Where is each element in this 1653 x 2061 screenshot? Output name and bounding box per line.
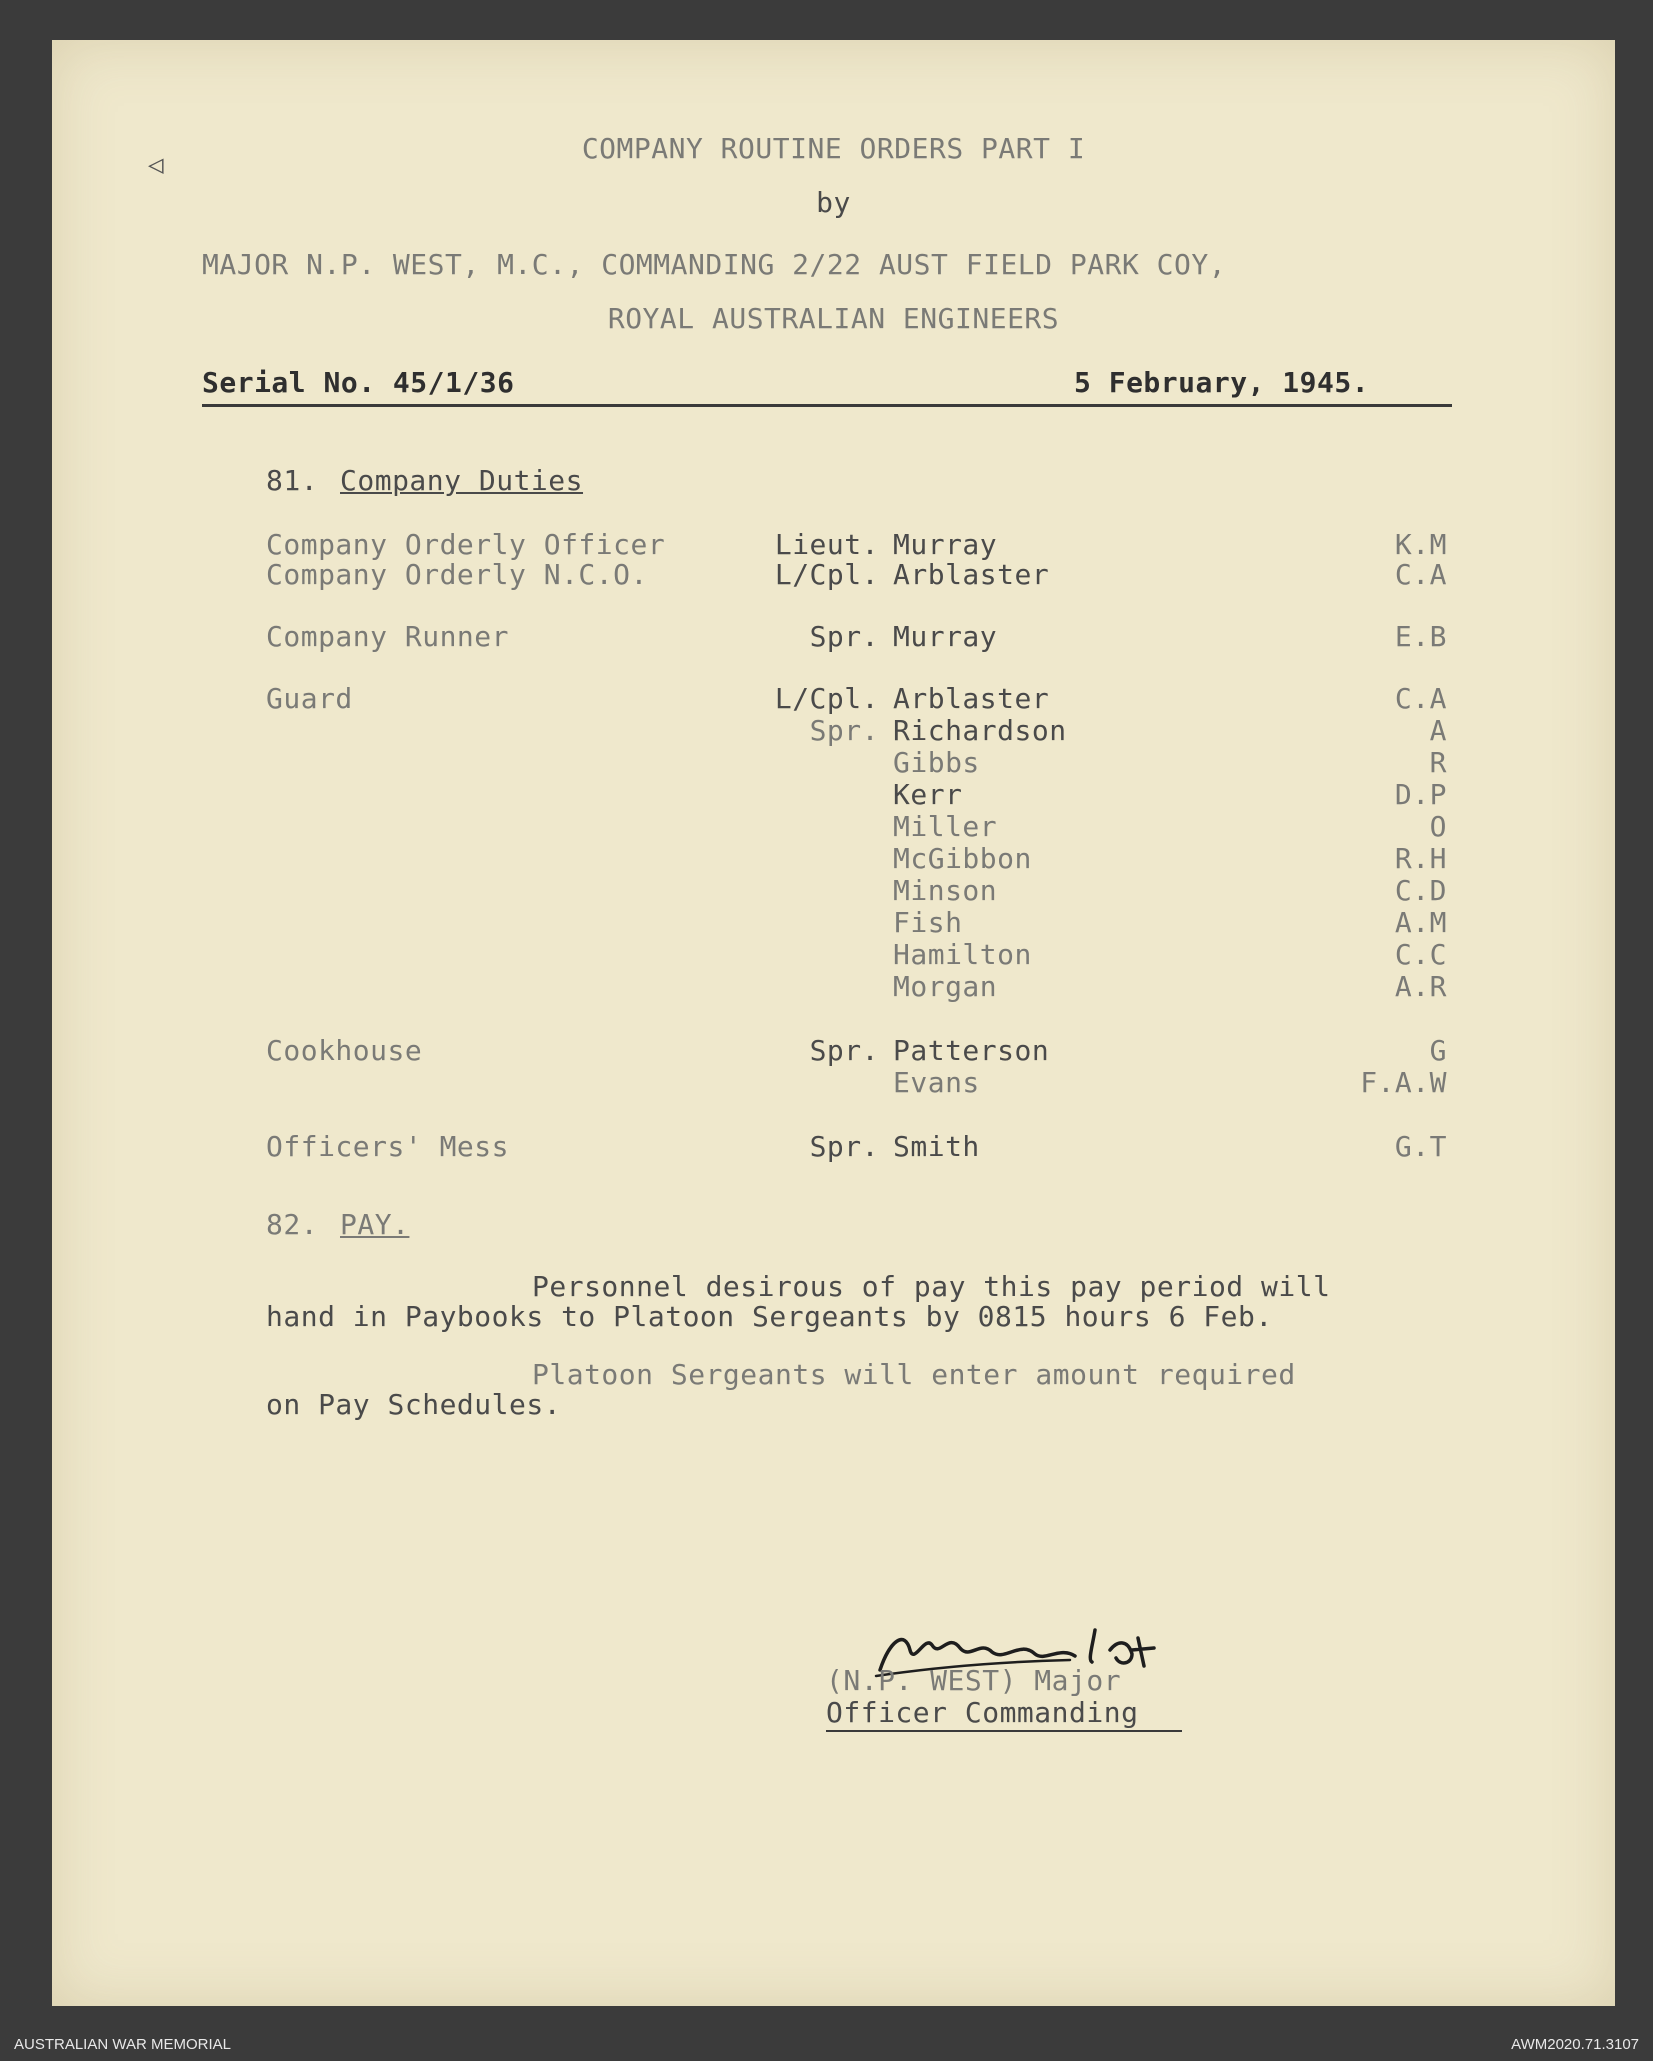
rank-cell: Spr.: [809, 1034, 879, 1067]
name-cell: Arblaster: [893, 682, 1050, 715]
rank-cell: Spr.: [809, 1130, 879, 1163]
name-cell: Kerr: [893, 778, 963, 811]
initials-cell: O: [1429, 810, 1447, 843]
serial-number: Serial No. 45/1/36: [202, 366, 515, 399]
rank-cell: Spr.: [809, 714, 879, 747]
initials-cell: K.M: [1394, 528, 1447, 561]
initials-cell: E.B: [1394, 620, 1447, 653]
document-page: [52, 40, 1615, 2006]
name-cell: Minson: [893, 874, 998, 907]
signatory-underline: [826, 1730, 1182, 1732]
initials-cell: G.T: [1394, 1130, 1447, 1163]
initials-cell: C.D: [1394, 874, 1447, 907]
duty-cell: Company Orderly Officer: [266, 528, 666, 561]
duty-cell: Officers' Mess: [266, 1130, 510, 1163]
footer-institution: AUSTRALIAN WAR MEMORIAL: [14, 2036, 231, 2053]
initials-cell: A.R: [1394, 970, 1447, 1003]
section-82-title: PAY.: [340, 1208, 410, 1241]
name-cell: Smith: [893, 1130, 980, 1163]
initials-cell: C.C: [1394, 938, 1447, 971]
header-underline: [202, 404, 1452, 407]
duty-cell: Guard: [266, 682, 353, 715]
rank-cell: Spr.: [809, 620, 879, 653]
name-cell: Miller: [893, 810, 998, 843]
name-cell: Arblaster: [893, 558, 1050, 591]
margin-mark: ◁: [148, 150, 165, 180]
duty-cell: Cookhouse: [266, 1034, 423, 1067]
unit-line: ROYAL AUSTRALIAN ENGINEERS: [607, 302, 1060, 335]
signatory-name: (N.P. WEST) Major: [826, 1664, 1122, 1697]
pay-paragraph-1-line-1: Personnel desirous of pay this pay period will: [532, 1270, 1331, 1303]
initials-cell: D.P: [1394, 778, 1447, 811]
name-cell: Gibbs: [893, 746, 980, 779]
rank-cell: L/Cpl.: [774, 682, 879, 715]
initials-cell: A.M: [1394, 906, 1447, 939]
pay-paragraph-1-line-2: hand in Paybooks to Platoon Sergeants by 0815 hours 6 Feb.: [266, 1300, 1273, 1333]
document-date: 5 February, 1945.: [1074, 366, 1370, 399]
signatory-title: Officer Commanding: [826, 1696, 1139, 1729]
rank-cell: L/Cpl.: [774, 558, 879, 591]
name-cell: Morgan: [893, 970, 998, 1003]
initials-cell: C.A: [1394, 682, 1447, 715]
name-cell: Hamilton: [893, 938, 1032, 971]
duty-cell: Company Orderly N.C.O.: [266, 558, 648, 591]
name-cell: Murray: [893, 620, 998, 653]
name-cell: Fish: [893, 906, 963, 939]
name-cell: Richardson: [893, 714, 1067, 747]
initials-cell: F.A.W: [1360, 1066, 1447, 1099]
initials-cell: G: [1429, 1034, 1447, 1067]
by-line: by: [816, 186, 851, 219]
name-cell: Evans: [893, 1066, 980, 1099]
initials-cell: C.A: [1394, 558, 1447, 591]
initials-cell: R.H: [1394, 842, 1447, 875]
name-cell: Patterson: [893, 1034, 1050, 1067]
name-cell: McGibbon: [893, 842, 1032, 875]
pay-paragraph-2-line-1: Platoon Sergeants will enter amount required: [532, 1358, 1296, 1391]
section-82-number: 82.: [266, 1208, 319, 1241]
footer-accession-number: AWM2020.71.3107: [1511, 2036, 1639, 2053]
commander-line: MAJOR N.P. WEST, M.C., COMMANDING 2/22 AUST FIELD PARK COY,: [202, 248, 1227, 281]
name-cell: Murray: [893, 528, 998, 561]
initials-cell: R: [1429, 746, 1447, 779]
section-81-title: Company Duties: [340, 464, 584, 497]
document-title: COMPANY ROUTINE ORDERS PART I: [581, 132, 1086, 165]
initials-cell: A: [1429, 714, 1447, 747]
pay-paragraph-2-line-2: on Pay Schedules.: [266, 1388, 562, 1421]
rank-cell: Lieut.: [774, 528, 879, 561]
section-81-number: 81.: [266, 464, 319, 497]
duty-cell: Company Runner: [266, 620, 510, 653]
